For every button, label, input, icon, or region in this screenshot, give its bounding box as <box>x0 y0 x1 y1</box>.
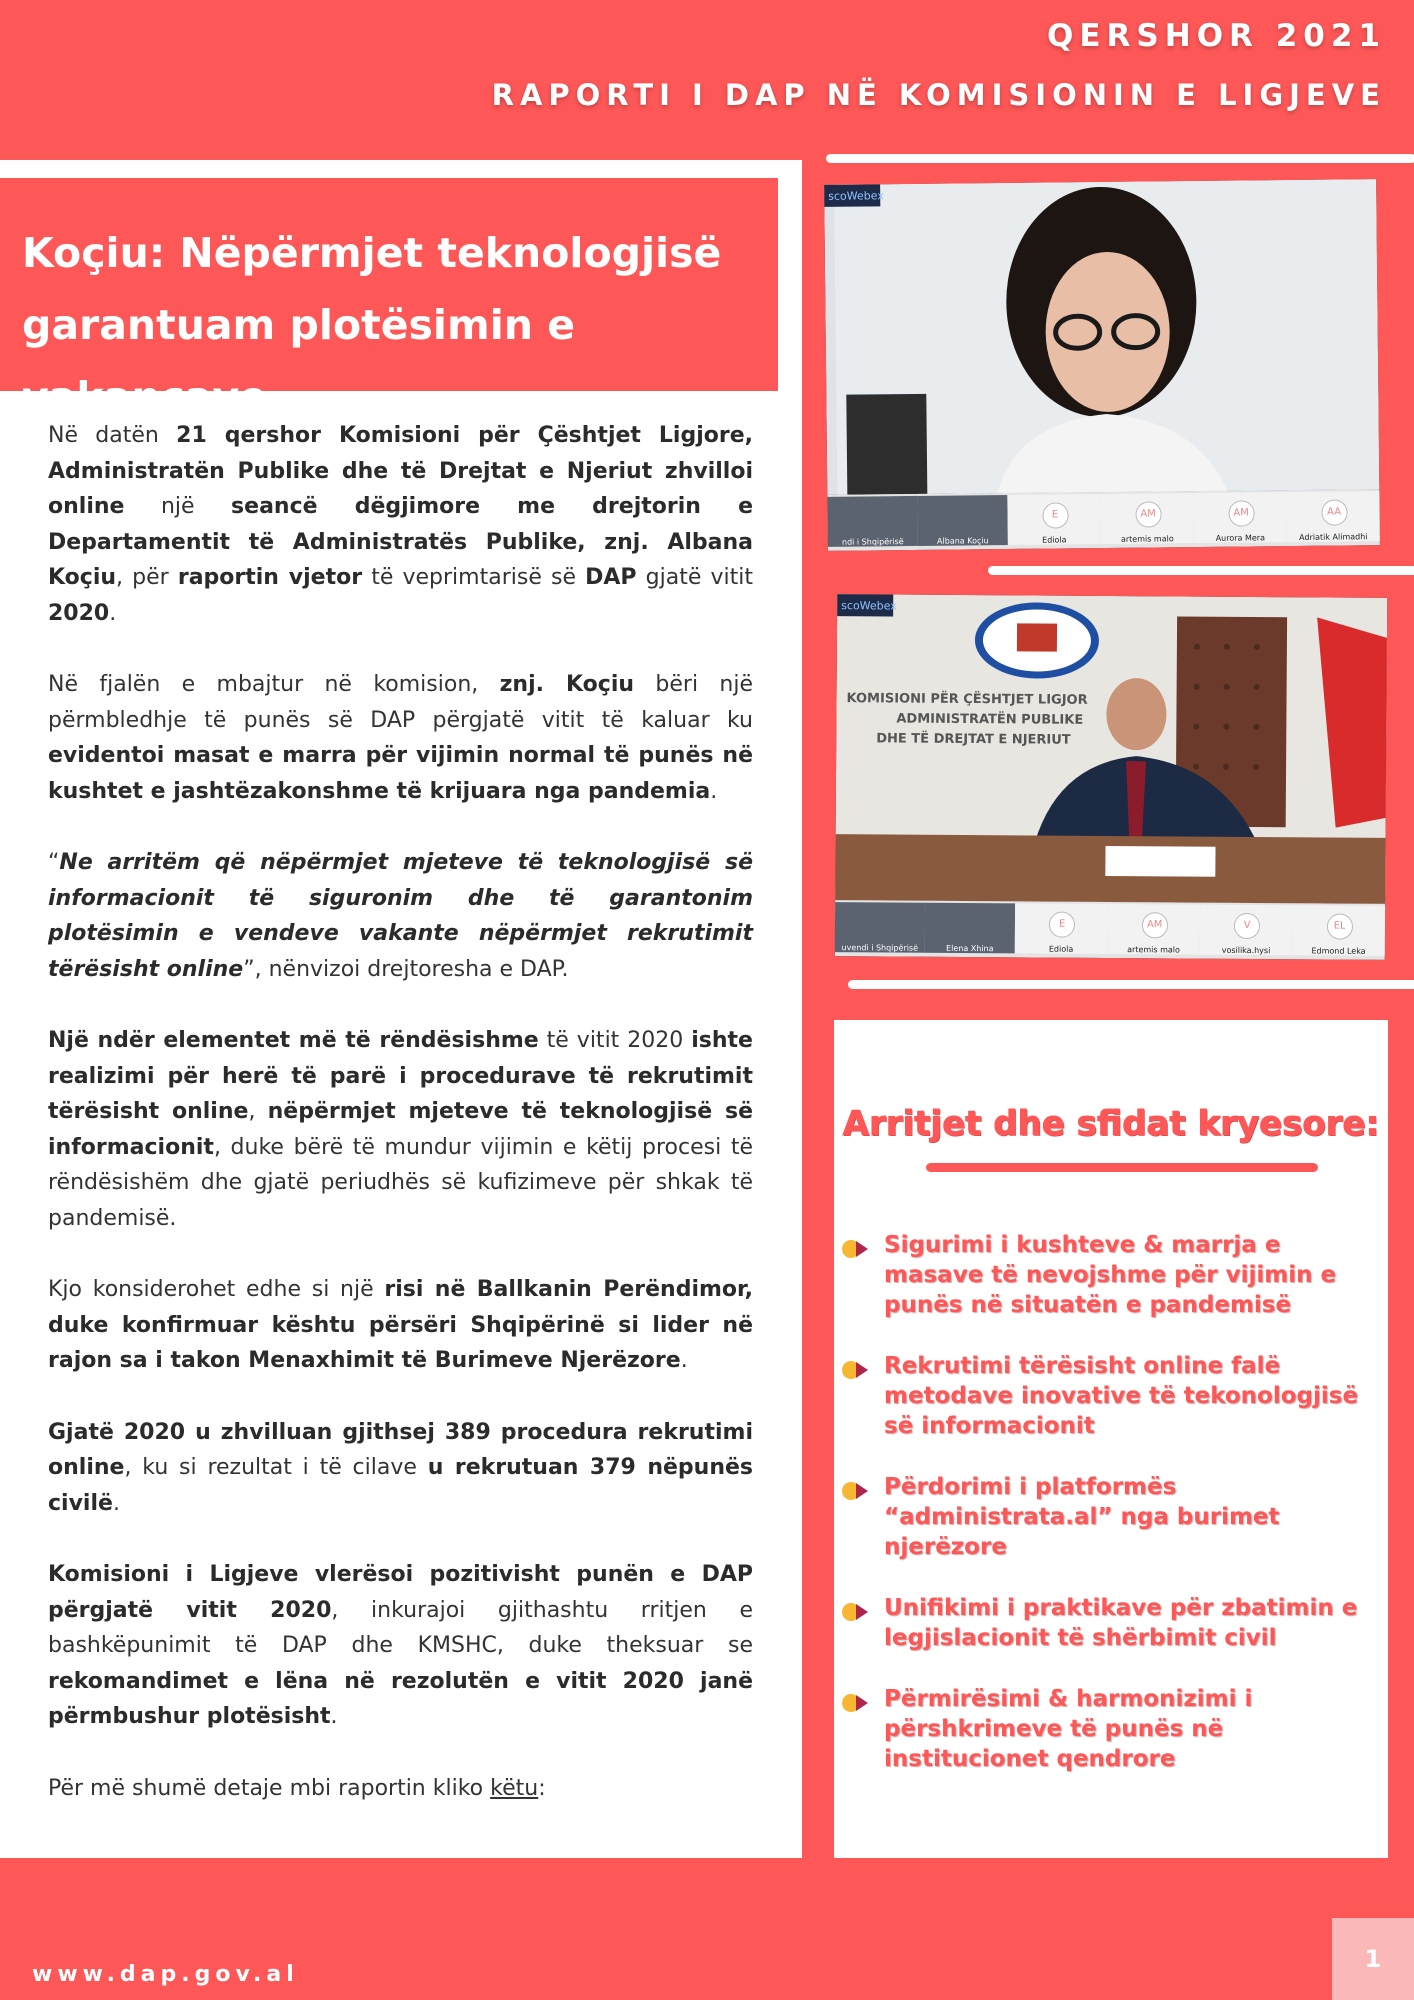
bullet-arrow-icon <box>856 1604 868 1620</box>
webex-label: scoWebex <box>828 189 884 203</box>
participant-tile <box>835 902 926 953</box>
committee-sign-line: KOMISIONI PËR ÇËSHTJET LIGJOR <box>846 691 1088 708</box>
committee-sign-line: DHE TË DREJTAT E NJERIUT <box>876 731 1071 748</box>
participant-tile <box>1007 494 1102 545</box>
participant-avatar: E <box>1049 912 1075 938</box>
participant-tile <box>1015 903 1109 954</box>
participant-avatar: AM <box>1135 501 1161 527</box>
participant-tile <box>1193 492 1288 543</box>
list-item-text: Rekrutimi tërësisht online falë metodave inovative të tekonologjisë së informacionit <box>884 1353 1359 1439</box>
paragraph-5: Kjo konsiderohet edhe si një risi në Ballkanin Perëndimor, duke konfirmuar kështu përsëri Shqipërinë si lider në rajon sa i takon Menaxhimit të Burimeve Njerëzore. <box>48 1277 753 1374</box>
participant-name: Aurora Mera <box>1215 533 1266 543</box>
participant-tile <box>1100 493 1195 544</box>
paragraph-7: Komisioni i Ligjeve vlerësoi pozitivisht punën e DAP përgjatë vitit 2020, inkurajoi gjithashtu rritjen e bashkëpunimit të DAP dhe KMSHC, duke theksuar se rekomandimet e lëna në rezolutën e vitit 2020 janë përmbushur plotësisht. <box>48 1562 753 1730</box>
participant-avatar: EL <box>1327 914 1353 940</box>
title-underline <box>926 1163 1318 1172</box>
paragraph-4: Një ndër elementet më të rëndësishme të vitit 2020 ishte realizimi për herë të parë i procedurave të rekrutimit tërësisht online, nëpërmjet mjeteve të teknologjisë së informacionit, duke bërë të mundur vijimin e këtij procesi të rëndësishëm dhe gjatë periudhës së kufizimeve për shkak të pandemisë. <box>48 1028 753 1232</box>
participant-avatar: V <box>1234 913 1260 939</box>
bullet-arrow-icon <box>856 1695 868 1711</box>
participant-avatar: AA <box>1321 499 1347 525</box>
page-number: 1 <box>1332 1918 1414 2000</box>
participant-name: vosilika.hysi <box>1221 945 1271 956</box>
webex-label: scoWebex <box>841 599 897 613</box>
participant-avatar: E <box>1042 502 1068 528</box>
participant-name: Ediola <box>1042 535 1067 545</box>
bullet-arrow-icon <box>856 1483 868 1499</box>
participant-tile <box>1107 904 1201 955</box>
participant-avatar: AM <box>1228 500 1254 526</box>
webex-screenshot-speaker <box>824 179 1380 551</box>
participant-tile <box>925 903 1016 954</box>
paragraph-8: Për më shumë detaje mbi raportin kliko këtu: <box>48 1775 546 1801</box>
article-title: Koçiu: Nëpërmjet teknologjisë garantuam plotësimin e vakancave <box>0 178 778 391</box>
bullet-arrow-icon <box>856 1362 868 1378</box>
participant-name: artemis malo <box>1127 945 1180 955</box>
webex-screenshot-committee <box>835 594 1388 960</box>
newsletter-subtitle: RAPORTI I DAP NË KOMISIONIN E LIGJEVE <box>491 78 1386 112</box>
list-item-text: Sigurimi i kushteve & marrja e masave të nevojshme për vijimin e punës në situatën e pandemisë <box>884 1232 1337 1318</box>
participant-name: artemis malo <box>1120 534 1174 544</box>
committee-sign-line: ADMINISTRATËN PUBLIKE <box>896 711 1084 728</box>
participant-tile <box>917 495 1009 546</box>
participant-name: Albana Koçiu <box>936 536 989 546</box>
participant-name: Edmond Leka <box>1311 946 1366 956</box>
participant-tile <box>1200 905 1294 956</box>
participant-name: uvendi i Shqipërisë <box>841 943 919 953</box>
report-link[interactable]: këtu <box>490 1775 539 1801</box>
participant-name: Ediola <box>1048 944 1074 954</box>
participant-tile <box>1286 491 1380 542</box>
divider-line <box>848 980 1414 989</box>
paragraph-3-quote: “Ne arritëm që nëpërmjet mjeteve të teknologjisë së informacionit të siguronim dhe të garantonim plotësimin e vendeve vakante nëpërmjet rekrutimit tërësisht online”, nënvizoi drejtoresha e DAP. <box>48 850 753 982</box>
participant-name: Adriatik Alimadhi <box>1299 532 1368 542</box>
achievements-title: Arritjet dhe sfidat kryesore: <box>842 1104 1380 1144</box>
participant-tile <box>1292 905 1386 956</box>
participant-name: ndi i Shqipërisë <box>841 537 904 547</box>
list-item-text: Përdorimi i platformës “administrata.al” nga burimet njerëzore <box>884 1474 1280 1560</box>
website-link[interactable]: www.dap.gov.al <box>32 1962 299 1987</box>
participant-avatar: AM <box>1142 912 1168 938</box>
article-body <box>48 418 753 1842</box>
participant-tile <box>827 496 919 547</box>
paragraph-1: Në datën 21 qershor Komisioni për Çështjet Ligjore, Administratën Publike dhe të Drejtat e Njeriut zhvilloi online një seancë dëgjimore me drejtorin e Departamentit të Administratës Publike, znj. Albana Koçiu, për raportin vjetor të veprimtarisë së DAP gjatë vitit 2020. <box>48 423 754 626</box>
list-item-text: Unifikimi i praktikave për zbatimin e legjislacionit të shërbimit civil <box>884 1595 1358 1651</box>
paragraph-6: Gjatë 2020 u zhvilluan gjithsej 389 procedura rekrutimi online, ku si rezultat i të cilave u rekrutuan 379 nëpunës civilë. <box>48 1419 754 1516</box>
paragraph-2: Në fjalën e mbajtur në komision, znj. Koçiu bëri një përmbledhje të punës së DAP përgjatë vitit të kaluar ku evidentoi masat e marra për vijimin normal të punës në kushtet e jashtëzakonshme të krijuara nga pandemia. <box>48 672 754 804</box>
divider-line <box>826 154 1414 163</box>
bullet-arrow-icon <box>856 1241 868 1257</box>
issue-date: QERSHOR 2021 <box>1047 18 1386 54</box>
list-item-text: Përmirësimi & harmonizimi i përshkrimeve të punës në institucionet qendrore <box>884 1686 1253 1772</box>
divider-line <box>988 566 1414 575</box>
participant-name: Elena Xhina <box>946 943 994 954</box>
